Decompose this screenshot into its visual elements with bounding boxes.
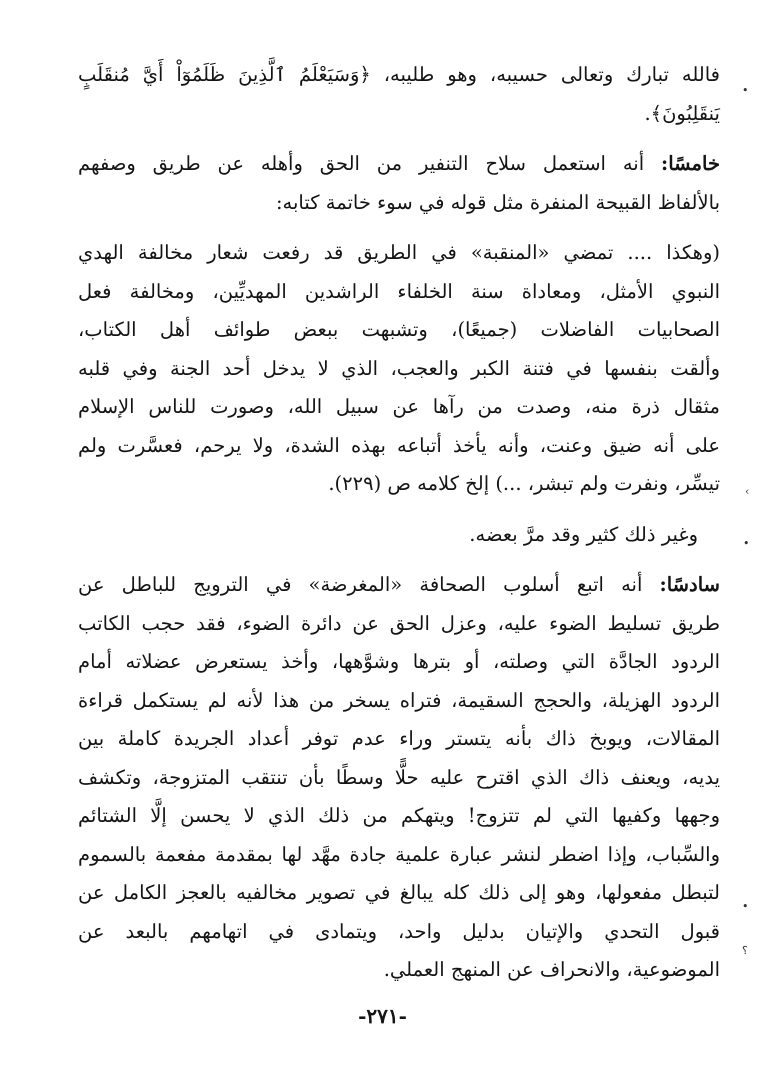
text-line: والسِّباب، وإذا اضطر لنشر عبارة علمية جادة مهَّد لها بمقدمة مفعمة بالسموم: [78, 842, 720, 866]
text-line: تيسِّر، ونفرت ولم تبشر، ...) إلخ كلامه ص (٢٢٩).: [328, 472, 720, 495]
text-line: الردود الجادَّة التي وصلته، أو بترها وشوَّهها، وأخذ يستعرض عضلاته أمام: [78, 650, 720, 673]
text-line: وجهها وكفيها التي لم تتزوج! ويتهكم من ذلك الذي لا يحسن إلَّا الشتائم: [78, 804, 720, 827]
text-line: الصحابيات الفاضلات (جميعًا)، وتشبهت ببعض طوائف أهل الكتاب،: [78, 318, 720, 341]
text-line: وغير ذلك كثير وقد مرَّ بعضه.: [469, 522, 698, 546]
paragraph-other: [78, 516, 720, 555]
text-line: النبوي الأمثل، ومعاداة سنة الخلفاء الراشدين المهديِّين، ومخالفة فعل: [78, 279, 720, 303]
scan-speck: •: [743, 537, 750, 550]
text-line: وألقت بنفسها في فتنة الكبر والعجب، الذي لا يدخل أحد الجنة وفي قلبه: [78, 356, 720, 380]
point-heading: خامسًا:: [661, 152, 720, 175]
scan-speck: ؟: [742, 944, 748, 957]
text-line: يديه، ويعنف ذاك الذي اقترح عليه حلًّا وسطًا بأن تنتقب المتزوجة، وتكشف: [78, 765, 720, 789]
text-line: على أنه ضيق وعنت، وأنه يأخذ أتباعه بهذه الشدة، ولا يرحم، فعسَّرت ولم: [78, 433, 720, 457]
paragraph-verse: [78, 56, 720, 133]
text-line: الردود الهزيلة، والحجج السقيمة، فتراه يسخر من هذا لأنه لم يستكمل قراءة: [78, 688, 720, 712]
text-line: مثقال ذرة منه، وصدت من رآها عن سبيل الله، وصورت للناس الإسلام: [78, 395, 720, 418]
text-line: سادسًا: أنه اتبع أسلوب الصحافة «المغرضة» في الترويج للباطل عن: [78, 573, 720, 596]
text-line: المقالات، ويوبخ ذاك بأنه يتستر وراء عدم توفر أعداد الجريدة كاملة بين: [78, 727, 720, 750]
text-line: خامسًا: أنه استعمل سلاح التنفير من الحق وأهله عن طريق وصفهم: [78, 152, 720, 175]
scan-speck: •: [742, 900, 749, 913]
text-line: يَنقَلِبُونَ﴾.: [644, 101, 720, 125]
scan-speck: ‹: [745, 485, 750, 498]
paragraph-sixth: [78, 566, 720, 990]
text-line: طريق تسليط الضوء عليه، وعزل الحق عن دائرة الضوء، فقد حجب الكاتب: [78, 611, 720, 635]
paragraph-quotation: [78, 234, 720, 504]
text-line: قبول التحدي والإتيان بدليل واحد، ويتمادى في اتهامهم بالبعد عن: [78, 919, 720, 943]
scan-speck: •: [742, 84, 749, 97]
text-line: بالألفاظ القبيحة المنفرة مثل قوله في سوء خاتمة كتابه:: [275, 190, 720, 214]
text-line: (وهكذا .... تمضي «المنقبة» في الطريق قد رفعت شعار مخالفة الهدي: [78, 241, 720, 264]
point-heading: سادسًا:: [659, 573, 720, 596]
text-line: فالله تبارك وتعالى حسيبه، وهو طليبه، ﴿وَسَيَعْلَمُ ٱلَّذِينَ ظَلَمُوٓاْ أَيَّ مُنقَلَبٍ: [78, 63, 720, 86]
text-line: الموضوعية، والانحراف عن المنهج العملي.: [383, 958, 720, 981]
text-line: لتبطل مفعولها، وهو إلى ذلك كله يبالغ في تصوير مخالفيه بالعجز الكامل عن: [78, 881, 720, 904]
page-body: [78, 56, 720, 990]
page-number: -٢٧١-: [358, 1004, 407, 1028]
paragraph-fifth: [78, 145, 720, 222]
